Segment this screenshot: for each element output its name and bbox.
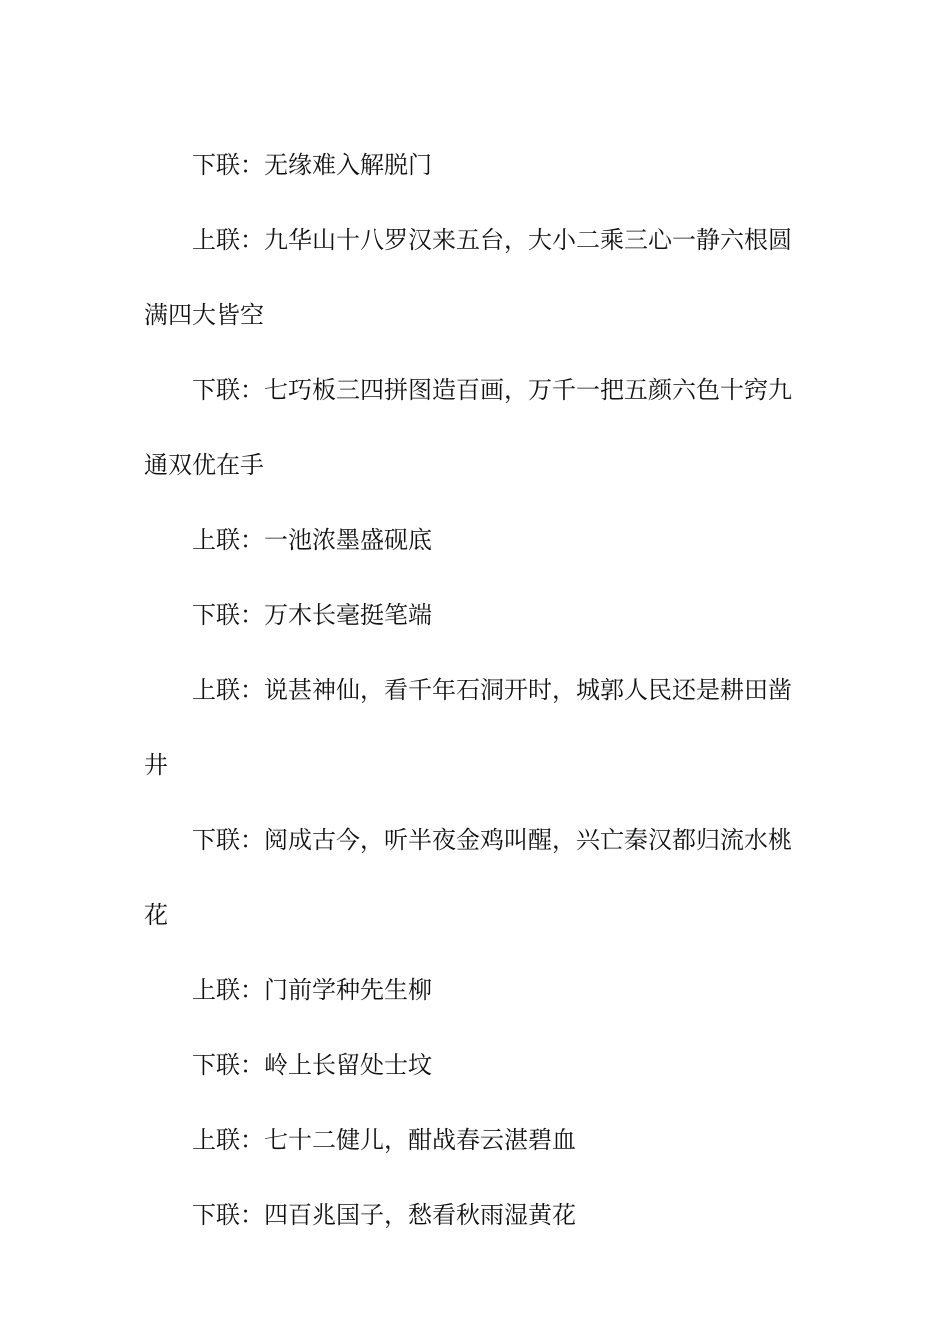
couplet-line: 下联：万木长毫挺笔端 — [192, 601, 432, 629]
couplet-line: 上联：说甚神仙，看千年石洞开时，城郭人民还是耕田凿井 — [144, 676, 792, 779]
couplet-line: 上联：一池浓墨盛砚底 — [192, 526, 432, 554]
couplet-line: 上联：七十二健儿，酣战春云湛碧血 — [192, 1126, 576, 1154]
couplet-line: 下联：岭上长留处士坟 — [192, 1051, 432, 1079]
couplet-line: 上联：九华山十八罗汉来五台，大小二乘三心一静六根圆满四大皆空 — [144, 226, 792, 329]
couplet-line: 下联：阅成古今，听半夜金鸡叫醒，兴亡秦汉都归流水桃花 — [144, 826, 792, 929]
couplet-text-block — [144, 128, 808, 1253]
couplet-line: 下联：七巧板三四拼图造百画，万千一把五颜六色十窍九通双优在手 — [144, 376, 792, 479]
couplet-line: 下联：四百兆国子，愁看秋雨湿黄花 — [192, 1201, 576, 1229]
couplet-line: 下联：无缘难入解脱门 — [192, 151, 432, 179]
couplet-line: 上联：门前学种先生柳 — [192, 976, 432, 1004]
